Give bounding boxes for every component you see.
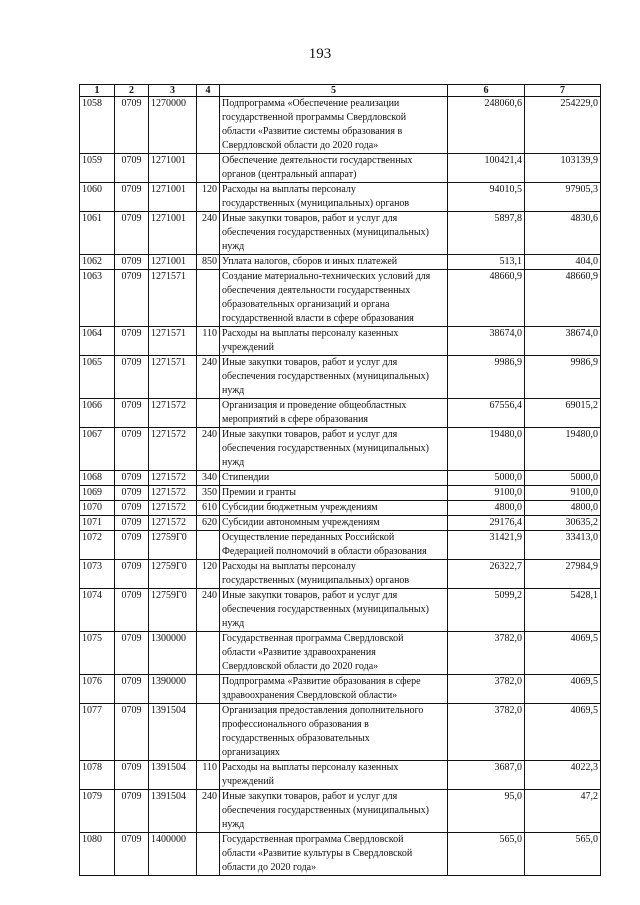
row-number-cell: 1071 bbox=[80, 516, 115, 531]
table-row bbox=[80, 399, 601, 428]
amount-col7-cell: 38674,0 bbox=[525, 327, 601, 356]
item-name-line: обеспечения деятельности государственных bbox=[222, 285, 411, 296]
item-name-cell bbox=[220, 97, 448, 154]
target-item-code-cell: 1400000 bbox=[149, 833, 197, 876]
amount-col7-cell: 30635,2 bbox=[525, 516, 601, 531]
row-number-cell: 1067 bbox=[80, 428, 115, 471]
section-code-cell: 0709 bbox=[115, 356, 149, 399]
item-name-line: Иные закупки товаров, работ и услуг для bbox=[222, 791, 398, 802]
amount-col7-cell: 47,2 bbox=[525, 790, 601, 833]
target-item-code-cell: 1391504 bbox=[149, 704, 197, 761]
amount-col6-cell: 9100,0 bbox=[448, 486, 525, 501]
expense-type-code-cell bbox=[197, 399, 220, 428]
expense-type-code-cell bbox=[197, 675, 220, 704]
amount-col7-cell: 33413,0 bbox=[525, 531, 601, 560]
target-item-code-cell: 1271001 bbox=[149, 255, 197, 270]
section-code-cell: 0709 bbox=[115, 327, 149, 356]
expense-type-code-cell bbox=[197, 833, 220, 876]
target-item-code-cell: 1271571 bbox=[149, 356, 197, 399]
item-name-line: области до 2020 года» bbox=[222, 862, 317, 873]
item-name-line: Организация и проведение общеобластных bbox=[222, 400, 407, 411]
item-name-line: Иные закупки товаров, работ и услуг для bbox=[222, 590, 398, 601]
item-name-line: Иные закупки товаров, работ и услуг для bbox=[222, 213, 398, 224]
table-row bbox=[80, 327, 601, 356]
target-item-code-cell: 1271001 bbox=[149, 183, 197, 212]
row-number-cell: 1072 bbox=[80, 531, 115, 560]
item-name-cell bbox=[220, 761, 448, 790]
target-item-code-cell: 1391504 bbox=[149, 761, 197, 790]
item-name-line: Организация предоставления дополнительного bbox=[222, 705, 424, 716]
item-name-line: Создание материально-технических условий для bbox=[222, 271, 431, 282]
amount-col6-cell: 38674,0 bbox=[448, 327, 525, 356]
amount-col6-cell: 3687,0 bbox=[448, 761, 525, 790]
expense-type-code-cell bbox=[197, 270, 220, 327]
target-item-code-cell: 1300000 bbox=[149, 632, 197, 675]
row-number-cell: 1077 bbox=[80, 704, 115, 761]
expense-type-code-cell: 240 bbox=[197, 428, 220, 471]
amount-col6-cell: 9986,9 bbox=[448, 356, 525, 399]
target-item-code-cell: 1271001 bbox=[149, 154, 197, 183]
target-item-code-cell: 12759Г0 bbox=[149, 560, 197, 589]
item-name-line: обеспечения государственных (муниципальных) bbox=[222, 371, 429, 382]
item-name-line: нужд bbox=[222, 385, 245, 396]
target-item-code-cell: 1271571 bbox=[149, 327, 197, 356]
item-name-cell bbox=[220, 399, 448, 428]
item-name-line: Государственная программа Свердловской bbox=[222, 633, 404, 644]
item-name-line: нужд bbox=[222, 618, 245, 629]
table-row bbox=[80, 356, 601, 399]
item-name-line: области «Развитие культуры в Свердловской bbox=[222, 848, 413, 859]
row-number-cell: 1060 bbox=[80, 183, 115, 212]
item-name-cell bbox=[220, 428, 448, 471]
item-name-line: обеспечения государственных (муниципальных) bbox=[222, 227, 429, 238]
item-name-line: Государственная программа Свердловской bbox=[222, 834, 404, 845]
item-name-cell bbox=[220, 471, 448, 486]
item-name-cell bbox=[220, 154, 448, 183]
item-name-line: учреждений bbox=[222, 342, 274, 353]
target-item-code-cell: 1271572 bbox=[149, 516, 197, 531]
amount-col7-cell: 4022,3 bbox=[525, 761, 601, 790]
column-header-5: 5 bbox=[220, 85, 448, 97]
item-name-line: Иные закупки товаров, работ и услуг для bbox=[222, 357, 398, 368]
section-code-cell: 0709 bbox=[115, 212, 149, 255]
expense-type-code-cell: 120 bbox=[197, 183, 220, 212]
item-name-cell bbox=[220, 356, 448, 399]
item-name-line: мероприятий в сфере образования bbox=[222, 414, 369, 425]
row-number-cell: 1070 bbox=[80, 501, 115, 516]
amount-col7-cell: 103139,9 bbox=[525, 154, 601, 183]
amount-col7-cell: 4800,0 bbox=[525, 501, 601, 516]
budget-table bbox=[79, 84, 601, 876]
expense-type-code-cell: 240 bbox=[197, 589, 220, 632]
table-row bbox=[80, 428, 601, 471]
column-header-6: 6 bbox=[448, 85, 525, 97]
item-name-line: нужд bbox=[222, 241, 245, 252]
table-row bbox=[80, 516, 601, 531]
table-row bbox=[80, 531, 601, 560]
item-name-cell bbox=[220, 632, 448, 675]
item-name-line: Свердловской области до 2020 года» bbox=[222, 140, 379, 151]
item-name-line: организациях bbox=[222, 747, 280, 758]
amount-col6-cell: 3782,0 bbox=[448, 632, 525, 675]
target-item-code-cell: 1271572 bbox=[149, 501, 197, 516]
expense-type-code-cell bbox=[197, 154, 220, 183]
table-row bbox=[80, 501, 601, 516]
page-number: 193 bbox=[308, 46, 332, 62]
column-header-4: 4 bbox=[197, 85, 220, 97]
amount-col6-cell: 100421,4 bbox=[448, 154, 525, 183]
item-name-line: Расходы на выплаты персоналу bbox=[222, 184, 356, 195]
amount-col6-cell: 26322,7 bbox=[448, 560, 525, 589]
item-name-cell bbox=[220, 486, 448, 501]
item-name-cell bbox=[220, 183, 448, 212]
amount-col7-cell: 565,0 bbox=[525, 833, 601, 876]
row-number-cell: 1059 bbox=[80, 154, 115, 183]
item-name-line: Подпрограмма «Обеспечение реализации bbox=[222, 98, 400, 109]
item-name-line: Подпрограмма «Развитие образования в сфере bbox=[222, 676, 421, 687]
item-name-line: Субсидии бюджетным учреждениям bbox=[222, 502, 378, 513]
section-code-cell: 0709 bbox=[115, 531, 149, 560]
amount-col7-cell: 97905,3 bbox=[525, 183, 601, 212]
item-name-line: Обеспечение деятельности государственных bbox=[222, 155, 413, 166]
section-code-cell: 0709 bbox=[115, 399, 149, 428]
row-number-cell: 1078 bbox=[80, 761, 115, 790]
item-name-line: органов (центральный аппарат) bbox=[222, 169, 357, 180]
amount-col7-cell: 4069,5 bbox=[525, 704, 601, 761]
column-header-2: 2 bbox=[115, 85, 149, 97]
table-row bbox=[80, 270, 601, 327]
item-name-line: Расходы на выплаты персоналу казенных bbox=[222, 328, 399, 339]
row-number-cell: 1074 bbox=[80, 589, 115, 632]
table-row bbox=[80, 790, 601, 833]
item-name-line: Премии и гранты bbox=[222, 487, 297, 498]
table-row bbox=[80, 183, 601, 212]
expense-type-code-cell: 240 bbox=[197, 212, 220, 255]
item-name-cell bbox=[220, 560, 448, 589]
amount-col7-cell: 19480,0 bbox=[525, 428, 601, 471]
section-code-cell: 0709 bbox=[115, 704, 149, 761]
item-name-line: области «Развитие здравоохранения bbox=[222, 647, 376, 658]
item-name-line: государственных (муниципальных) органов bbox=[222, 575, 410, 586]
item-name-line: государственных образовательных bbox=[222, 733, 370, 744]
item-name-line: Свердловской области до 2020 года» bbox=[222, 661, 379, 672]
expense-type-code-cell bbox=[197, 632, 220, 675]
item-name-cell bbox=[220, 675, 448, 704]
section-code-cell: 0709 bbox=[115, 183, 149, 212]
item-name-line: государственной программы Свердловской bbox=[222, 112, 407, 123]
table-row bbox=[80, 97, 601, 154]
target-item-code-cell: 1271571 bbox=[149, 270, 197, 327]
section-code-cell: 0709 bbox=[115, 486, 149, 501]
target-item-code-cell: 1390000 bbox=[149, 675, 197, 704]
expense-type-code-cell: 340 bbox=[197, 471, 220, 486]
item-name-line: Осуществление переданных Российской bbox=[222, 532, 395, 543]
expense-type-code-cell: 850 bbox=[197, 255, 220, 270]
item-name-line: здравоохранения Свердловской области» bbox=[222, 690, 398, 701]
section-code-cell: 0709 bbox=[115, 255, 149, 270]
amount-col7-cell: 4069,5 bbox=[525, 675, 601, 704]
section-code-cell: 0709 bbox=[115, 589, 149, 632]
item-name-cell bbox=[220, 327, 448, 356]
amount-col6-cell: 5897,8 bbox=[448, 212, 525, 255]
table-row bbox=[80, 761, 601, 790]
amount-col7-cell: 27984,9 bbox=[525, 560, 601, 589]
section-code-cell: 0709 bbox=[115, 516, 149, 531]
section-code-cell: 0709 bbox=[115, 833, 149, 876]
amount-col6-cell: 19480,0 bbox=[448, 428, 525, 471]
target-item-code-cell: 1391504 bbox=[149, 790, 197, 833]
amount-col7-cell: 4069,5 bbox=[525, 632, 601, 675]
amount-col7-cell: 69015,2 bbox=[525, 399, 601, 428]
amount-col6-cell: 67556,4 bbox=[448, 399, 525, 428]
item-name-cell bbox=[220, 255, 448, 270]
amount-col6-cell: 29176,4 bbox=[448, 516, 525, 531]
item-name-line: Федерацией полномочий в области образования bbox=[222, 546, 427, 557]
item-name-line: государственных (муниципальных) органов bbox=[222, 198, 410, 209]
row-number-cell: 1079 bbox=[80, 790, 115, 833]
section-code-cell: 0709 bbox=[115, 471, 149, 486]
item-name-line: обеспечения государственных (муниципальных) bbox=[222, 443, 429, 454]
amount-col7-cell: 254229,0 bbox=[525, 97, 601, 154]
row-number-cell: 1066 bbox=[80, 399, 115, 428]
item-name-cell bbox=[220, 833, 448, 876]
item-name-line: нужд bbox=[222, 819, 245, 830]
item-name-line: области «Развитие системы образования в bbox=[222, 126, 403, 137]
item-name-line: обеспечения государственных (муниципальных) bbox=[222, 805, 429, 816]
item-name-line: Расходы на выплаты персоналу bbox=[222, 561, 356, 572]
table-row bbox=[80, 704, 601, 761]
table-row bbox=[80, 833, 601, 876]
row-number-cell: 1073 bbox=[80, 560, 115, 589]
expense-type-code-cell: 110 bbox=[197, 327, 220, 356]
item-name-cell bbox=[220, 212, 448, 255]
amount-col6-cell: 94010,5 bbox=[448, 183, 525, 212]
section-code-cell: 0709 bbox=[115, 428, 149, 471]
item-name-cell bbox=[220, 704, 448, 761]
amount-col7-cell: 5000,0 bbox=[525, 471, 601, 486]
amount-col7-cell: 48660,9 bbox=[525, 270, 601, 327]
amount-col7-cell: 9100,0 bbox=[525, 486, 601, 501]
item-name-line: Иные закупки товаров, работ и услуг для bbox=[222, 429, 398, 440]
target-item-code-cell: 12759Г0 bbox=[149, 589, 197, 632]
item-name-line: нужд bbox=[222, 457, 245, 468]
column-header-7: 7 bbox=[525, 85, 601, 97]
item-name-line: обеспечения государственных (муниципальных) bbox=[222, 604, 429, 615]
row-number-cell: 1075 bbox=[80, 632, 115, 675]
section-code-cell: 0709 bbox=[115, 501, 149, 516]
table-body bbox=[80, 97, 601, 876]
target-item-code-cell: 1271572 bbox=[149, 428, 197, 471]
target-item-code-cell: 1270000 bbox=[149, 97, 197, 154]
column-header-1: 1 bbox=[80, 85, 115, 97]
row-number-cell: 1068 bbox=[80, 471, 115, 486]
section-code-cell: 0709 bbox=[115, 790, 149, 833]
row-number-cell: 1062 bbox=[80, 255, 115, 270]
amount-col6-cell: 3782,0 bbox=[448, 675, 525, 704]
table-header bbox=[80, 85, 601, 97]
amount-col7-cell: 4830,6 bbox=[525, 212, 601, 255]
row-number-cell: 1063 bbox=[80, 270, 115, 327]
table-row bbox=[80, 154, 601, 183]
amount-col6-cell: 248060,6 bbox=[448, 97, 525, 154]
expense-type-code-cell bbox=[197, 531, 220, 560]
table-row bbox=[80, 632, 601, 675]
amount-col6-cell: 31421,9 bbox=[448, 531, 525, 560]
target-item-code-cell: 12759Г0 bbox=[149, 531, 197, 560]
expense-type-code-cell bbox=[197, 97, 220, 154]
item-name-cell bbox=[220, 516, 448, 531]
expense-type-code-cell: 610 bbox=[197, 501, 220, 516]
item-name-line: Расходы на выплаты персоналу казенных bbox=[222, 762, 399, 773]
item-name-line: учреждений bbox=[222, 776, 274, 787]
row-number-cell: 1076 bbox=[80, 675, 115, 704]
item-name-cell bbox=[220, 270, 448, 327]
item-name-line: Стипендии bbox=[222, 472, 270, 483]
table-row bbox=[80, 486, 601, 501]
item-name-line: государственной власти в сфере образования bbox=[222, 313, 414, 324]
table-row bbox=[80, 560, 601, 589]
table-row bbox=[80, 212, 601, 255]
amount-col6-cell: 513,1 bbox=[448, 255, 525, 270]
item-name-line: образовательных организаций и органа bbox=[222, 299, 390, 310]
section-code-cell: 0709 bbox=[115, 675, 149, 704]
table-row bbox=[80, 589, 601, 632]
amount-col7-cell: 5428,1 bbox=[525, 589, 601, 632]
target-item-code-cell: 1271572 bbox=[149, 399, 197, 428]
amount-col6-cell: 95,0 bbox=[448, 790, 525, 833]
section-code-cell: 0709 bbox=[115, 97, 149, 154]
amount-col7-cell: 404,0 bbox=[525, 255, 601, 270]
expense-type-code-cell: 240 bbox=[197, 790, 220, 833]
table-row bbox=[80, 675, 601, 704]
item-name-cell bbox=[220, 589, 448, 632]
amount-col6-cell: 3782,0 bbox=[448, 704, 525, 761]
table-row bbox=[80, 255, 601, 270]
expense-type-code-cell bbox=[197, 704, 220, 761]
expense-type-code-cell: 110 bbox=[197, 761, 220, 790]
target-item-code-cell: 1271572 bbox=[149, 471, 197, 486]
section-code-cell: 0709 bbox=[115, 632, 149, 675]
expense-type-code-cell: 120 bbox=[197, 560, 220, 589]
row-number-cell: 1065 bbox=[80, 356, 115, 399]
amount-col7-cell: 9986,9 bbox=[525, 356, 601, 399]
item-name-line: Уплата налогов, сборов и иных платежей bbox=[222, 256, 398, 267]
item-name-line: Субсидии автономным учреждениям bbox=[222, 517, 380, 528]
amount-col6-cell: 565,0 bbox=[448, 833, 525, 876]
section-code-cell: 0709 bbox=[115, 560, 149, 589]
amount-col6-cell: 48660,9 bbox=[448, 270, 525, 327]
item-name-line: профессионального образования в bbox=[222, 719, 369, 730]
section-code-cell: 0709 bbox=[115, 154, 149, 183]
item-name-cell bbox=[220, 501, 448, 516]
amount-col6-cell: 4800,0 bbox=[448, 501, 525, 516]
row-number-cell: 1058 bbox=[80, 97, 115, 154]
amount-col6-cell: 5000,0 bbox=[448, 471, 525, 486]
table-row bbox=[80, 471, 601, 486]
row-number-cell: 1080 bbox=[80, 833, 115, 876]
row-number-cell: 1061 bbox=[80, 212, 115, 255]
expense-type-code-cell: 620 bbox=[197, 516, 220, 531]
section-code-cell: 0709 bbox=[115, 761, 149, 790]
item-name-cell bbox=[220, 790, 448, 833]
expense-type-code-cell: 350 bbox=[197, 486, 220, 501]
column-header-3: 3 bbox=[149, 85, 197, 97]
amount-col6-cell: 5099,2 bbox=[448, 589, 525, 632]
expense-type-code-cell: 240 bbox=[197, 356, 220, 399]
item-name-cell bbox=[220, 531, 448, 560]
row-number-cell: 1064 bbox=[80, 327, 115, 356]
target-item-code-cell: 1271572 bbox=[149, 486, 197, 501]
section-code-cell: 0709 bbox=[115, 270, 149, 327]
row-number-cell: 1069 bbox=[80, 486, 115, 501]
target-item-code-cell: 1271001 bbox=[149, 212, 197, 255]
